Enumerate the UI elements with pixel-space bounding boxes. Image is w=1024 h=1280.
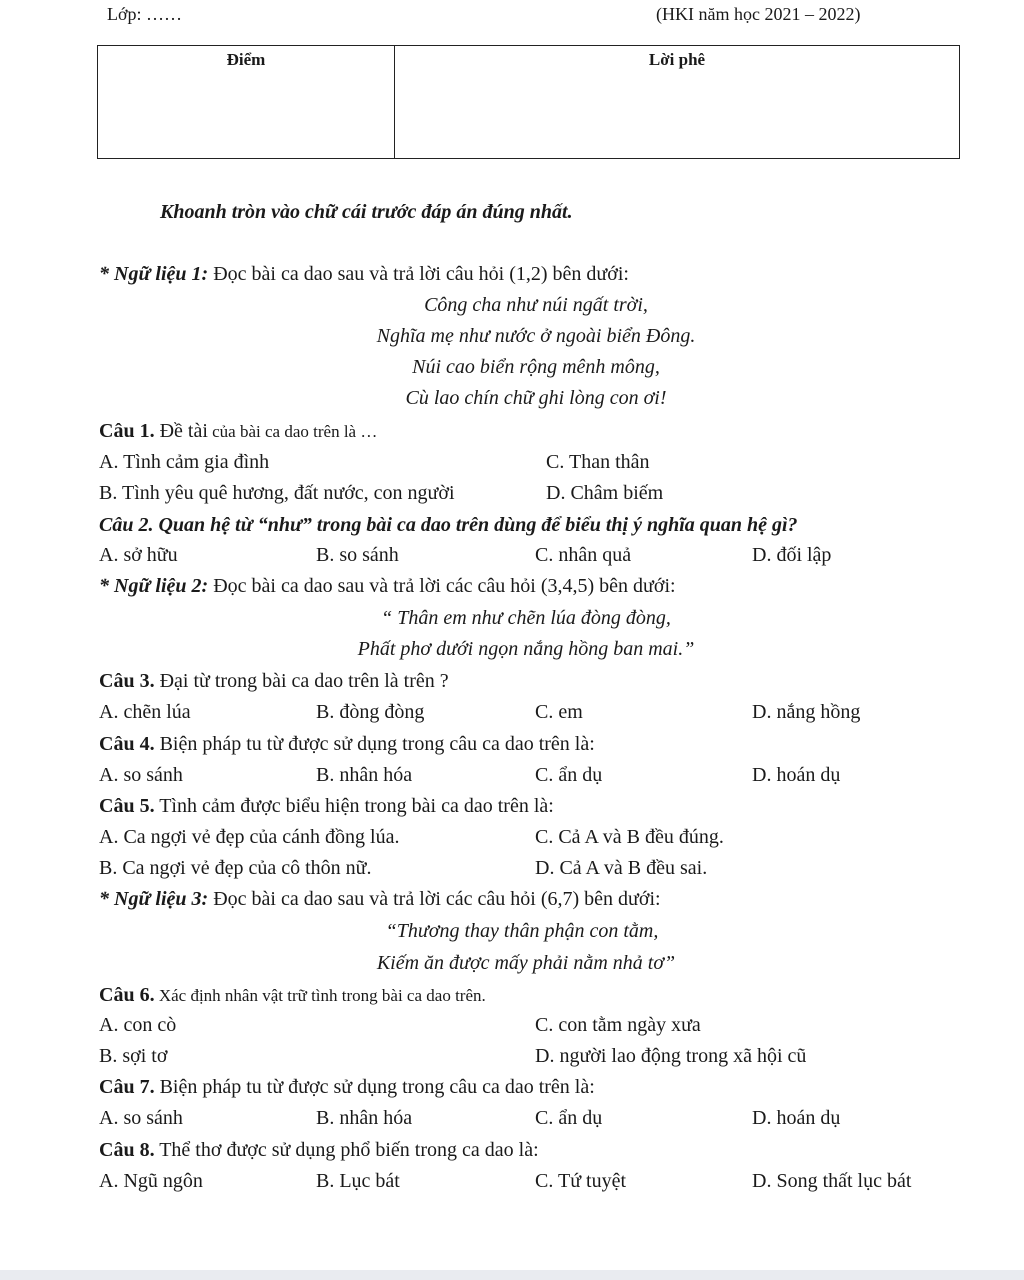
q5-option-a[interactable]: A. Ca ngợi vẻ đẹp của cánh đồng lúa. <box>99 826 400 848</box>
q7-option-a[interactable]: A. so sánh <box>99 1107 183 1129</box>
passage2-label: * Ngữ liệu 2: <box>99 575 209 597</box>
q3-option-d[interactable]: D. nắng hồng <box>752 701 861 723</box>
q5-number: Câu 5. <box>99 795 155 817</box>
instruction: Khoanh tròn vào chữ cái trước đáp án đúng nhất. <box>160 201 573 223</box>
poem3-line: “Thương thay thân phận con tằm, <box>385 920 659 942</box>
q4-option-a[interactable]: A. so sánh <box>99 764 183 786</box>
q1-option-a[interactable]: A. Tình cảm gia đình <box>99 451 270 473</box>
q8-text: Thể thơ được sử dụng phổ biến trong ca dao là: <box>154 1139 539 1161</box>
q7-option-c[interactable]: C. ẩn dụ <box>535 1107 603 1129</box>
poem1-line: Núi cao biển rộng mênh mông, <box>412 356 660 378</box>
page-bottom-edge <box>0 1270 1024 1280</box>
score-table <box>97 45 960 159</box>
question-7 <box>99 1075 595 1099</box>
q3-option-c[interactable]: C. em <box>535 701 583 723</box>
q1-text: Đề tài <box>154 420 208 442</box>
q3-text: Đại từ trong bài ca dao trên là trên ? <box>154 670 449 692</box>
passage3-label: * Ngữ liệu 3: <box>99 888 209 910</box>
passage3-heading <box>99 887 661 911</box>
q8-option-b[interactable]: B. Lục bát <box>316 1170 400 1192</box>
score-cell[interactable] <box>98 46 395 159</box>
q8-option-a[interactable]: A. Ngũ ngôn <box>99 1170 203 1192</box>
q8-option-c[interactable]: C. Tứ tuyệt <box>535 1170 627 1192</box>
term-label: (HKI năm học 2021 – 2022) <box>656 4 861 24</box>
poem1-line: Cù lao chín chữ ghi lòng con ơi! <box>405 387 667 409</box>
passage2-prompt: Đọc bài ca dao sau và trả lời các câu hỏi (3,4,5) bên dưới: <box>208 575 676 597</box>
question-6 <box>99 983 486 1008</box>
q4-option-c[interactable]: C. ẩn dụ <box>535 764 603 786</box>
question-2: Câu 2. Quan hệ từ “như” trong bài ca dao trên dùng để biểu thị ý nghĩa quan hệ gì? <box>99 514 798 536</box>
q6-text: Xác định nhân vật trữ tình trong bài ca dao trên. <box>154 986 486 1005</box>
q2-option-a[interactable]: A. sở hữu <box>99 544 178 566</box>
q1-text-small: của bài ca dao trên là … <box>207 422 378 441</box>
q3-option-b[interactable]: B. đòng đòng <box>316 701 425 723</box>
q2-option-b[interactable]: B. so sánh <box>316 544 399 566</box>
passage1-label: * Ngữ liệu 1: <box>99 263 209 285</box>
q7-number: Câu 7. <box>99 1076 155 1098</box>
comment-cell[interactable] <box>395 46 960 159</box>
q7-option-b[interactable]: B. nhân hóa <box>316 1107 413 1129</box>
q5-option-d[interactable]: D. Cả A và B đều sai. <box>535 857 708 879</box>
q7-option-d[interactable]: D. hoán dụ <box>752 1107 841 1129</box>
q8-option-d[interactable]: D. Song thất lục bát <box>752 1170 912 1192</box>
q4-option-b[interactable]: B. nhân hóa <box>316 764 413 786</box>
q1-option-b[interactable]: B. Tình yêu quê hương, đất nước, con người <box>99 482 455 504</box>
class-label: Lớp: …… <box>107 4 183 24</box>
passage1-heading <box>99 262 629 286</box>
question-5 <box>99 794 554 818</box>
passage1-prompt: Đọc bài ca dao sau và trả lời câu hỏi (1,2) bên dưới: <box>208 263 629 285</box>
q6-number: Câu 6. <box>99 984 155 1006</box>
poem3-line: Kiếm ăn được mấy phải nằm nhả tơ” <box>376 952 676 974</box>
q4-text: Biện pháp tu từ được sử dụng trong câu ca dao trên là: <box>154 733 595 755</box>
q6-option-c[interactable]: C. con tằm ngày xưa <box>535 1014 701 1036</box>
poem1-line: Nghĩa mẹ như nước ở ngoài biển Đông. <box>376 325 696 347</box>
q8-number: Câu 8. <box>99 1139 155 1161</box>
poem2-line: Phất phơ dưới ngọn nắng hồng ban mai.” <box>357 638 695 660</box>
comment-header: Lời phê <box>648 50 706 69</box>
question-4 <box>99 732 595 756</box>
q6-option-d[interactable]: D. người lao động trong xã hội cũ <box>535 1045 807 1067</box>
q6-option-b[interactable]: B. sợi tơ <box>99 1045 168 1067</box>
q5-option-c[interactable]: C. Cả A và B đều đúng. <box>535 826 724 848</box>
poem1-line: Công cha như núi ngất trời, <box>424 294 648 316</box>
q2-option-c[interactable]: C. nhân quả <box>535 544 632 566</box>
q7-text: Biện pháp tu từ được sử dụng trong câu ca dao trên là: <box>154 1076 595 1098</box>
q4-number: Câu 4. <box>99 733 155 755</box>
question-8 <box>99 1138 539 1162</box>
q3-option-a[interactable]: A. chẽn lúa <box>99 701 191 723</box>
question-1 <box>99 419 377 444</box>
q4-option-d[interactable]: D. hoán dụ <box>752 764 841 786</box>
q3-number: Câu 3. <box>99 670 155 692</box>
score-header: Điểm <box>226 50 266 69</box>
q5-text: Tình cảm được biểu hiện trong bài ca dao trên là: <box>154 795 554 817</box>
q1-number: Câu 1. <box>99 420 155 442</box>
passage3-prompt: Đọc bài ca dao sau và trả lời các câu hỏi (6,7) bên dưới: <box>208 888 661 910</box>
q6-option-a[interactable]: A. con cò <box>99 1014 177 1036</box>
question-3 <box>99 669 449 693</box>
q2-option-d[interactable]: D. đối lập <box>752 544 832 566</box>
q1-option-c[interactable]: C. Than thân <box>546 451 650 473</box>
q1-option-d[interactable]: D. Châm biếm <box>546 482 664 504</box>
poem2-line: “ Thân em như chẽn lúa đòng đòng, <box>381 607 671 629</box>
passage2-heading <box>99 574 676 598</box>
q5-option-b[interactable]: B. Ca ngợi vẻ đẹp của cô thôn nữ. <box>99 857 372 879</box>
